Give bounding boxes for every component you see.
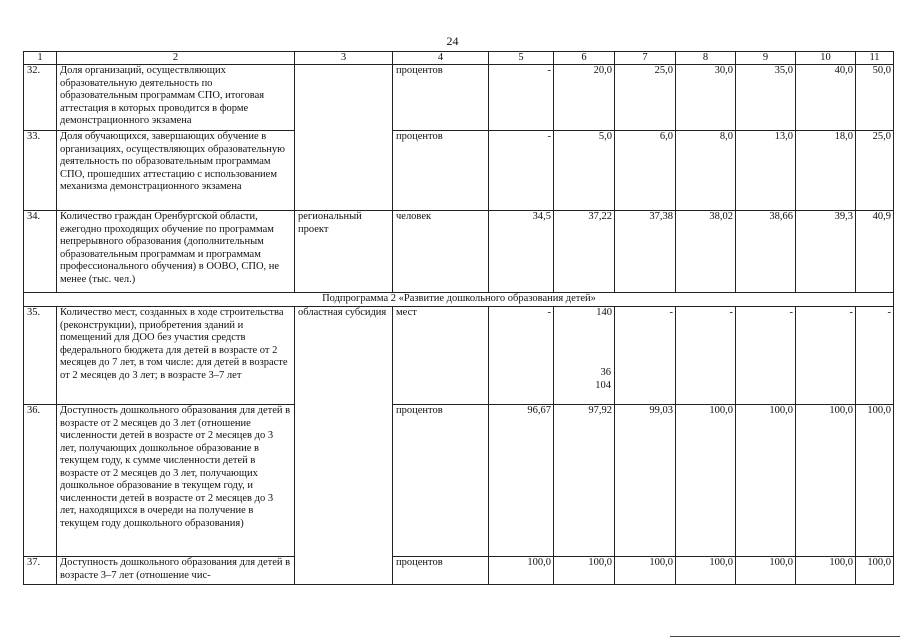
value-cell: 100,0 (796, 405, 856, 557)
value-cell: 13,0 (736, 131, 796, 211)
value-cell: 100,0 (856, 557, 894, 585)
header-cell: 11 (856, 52, 894, 65)
value-cell: 96,67 (489, 405, 554, 557)
value-cell: 97,92 (554, 405, 615, 557)
value-cell: 20,0 (554, 65, 615, 131)
value-cell: 34,5 (489, 211, 554, 293)
value-cell: 35,0 (736, 65, 796, 131)
indicator-text: Доступность дошкольного образования для детей в возрасте от 2 месяцев до 3 лет (отношение численности детей в возрасте от 2 месяцев до 3 лет, получающих дошкольное образование в текущем году, к сумме численности детей в возрасте от 2 месяцев до 3 лет, получающих дошкольное образование в текущем году, и численности детей в возрасте от 2 месяцев до 3 лет, находящихся в очереди на получение в текущем году дошкольного образования) (57, 405, 295, 557)
value-sub-1: 36 (600, 367, 611, 378)
table-row (24, 307, 894, 405)
value-cell: 6,0 (615, 131, 676, 211)
indicator-text: Доля организаций, осуществляющих образовательную деятельность по образовательным программам СПО, итоговая аттестация в которых проводится в форме демонстрационного экзамена (57, 65, 295, 131)
value-cell: 40,9 (856, 211, 894, 293)
value-cell: 100,0 (856, 405, 894, 557)
value-cell: 37,38 (615, 211, 676, 293)
value-cell: 100,0 (554, 557, 615, 585)
table-row (24, 65, 894, 131)
value-cell: 40,0 (796, 65, 856, 131)
row-number: 33. (24, 131, 57, 211)
value-cell: 8,0 (676, 131, 736, 211)
value-cell: 100,0 (676, 405, 736, 557)
subprogram-row (24, 293, 894, 307)
value-cell: - (796, 307, 856, 405)
table-row (24, 557, 894, 585)
value-cell: 30,0 (676, 65, 736, 131)
unit-cell: процентов (393, 405, 489, 557)
indicator-text: Доступность дошкольного образования для детей в возрасте 3–7 лет (отношение чис- (57, 557, 295, 585)
value-cell: 37,22 (554, 211, 615, 293)
indicators-table (23, 51, 894, 585)
indicator-text: Доля обучающихся, завершающих обучение в организациях, осуществляющих образовательную деятельность по образовательным программам СПО, прошедших аттестацию с использованием механизма демонстрационного экзамена (57, 131, 295, 211)
value-cell: 99,03 (615, 405, 676, 557)
value-cell: 100,0 (676, 557, 736, 585)
header-cell: 6 (554, 52, 615, 65)
value-cell: 5,0 (554, 131, 615, 211)
header-row (24, 52, 894, 65)
value-cell: 25,0 (615, 65, 676, 131)
header-cell: 2 (57, 52, 295, 65)
bottom-rule (670, 636, 900, 637)
header-cell: 5 (489, 52, 554, 65)
value-cell: - (856, 307, 894, 405)
value-cell: - (615, 307, 676, 405)
header-cell: 1 (24, 52, 57, 65)
header-cell: 10 (796, 52, 856, 65)
header-cell: 4 (393, 52, 489, 65)
table-row (24, 405, 894, 557)
header-cell: 9 (736, 52, 796, 65)
value-cell: - (489, 131, 554, 211)
page-number: 24 (446, 34, 459, 48)
value-cell: - (489, 65, 554, 131)
value-cell: - (676, 307, 736, 405)
value-sub-2: 104 (595, 380, 611, 391)
value-cell: - (489, 307, 554, 405)
row-number: 36. (24, 405, 57, 557)
value-cell: 25,0 (856, 131, 894, 211)
unit-cell: процентов (393, 131, 489, 211)
value-cell: 100,0 (736, 557, 796, 585)
value-cell: 100,0 (489, 557, 554, 585)
value-cell: 100,0 (736, 405, 796, 557)
indicator-text: Количество мест, созданных в ходе строительства (реконструкции), приобретения зданий и помещений для ДОО без участия средств федерального бюджета для детей в возрасте от 2 месяцев до 7 лет, в том числе: для детей в возрасте от 2 месяцев до 3 лет; в возрасте 3–7 лет (57, 307, 295, 405)
source-cell: областная субсидия (295, 307, 393, 585)
subprogram-title: Подпрограмма 2 «Развитие дошкольного образования детей» (24, 293, 894, 307)
value-cell (554, 307, 615, 405)
table-row (24, 131, 894, 211)
value-cell: 100,0 (615, 557, 676, 585)
row-number: 34. (24, 211, 57, 293)
indicator-text: Количество граждан Оренбургской области, ежегодно проходящих обучение по программам непрерывного образования (дополнительным образовательным программам и программам профессионального обучения) в ООВО, СПО, не менее (тыс. чел.) (57, 211, 295, 293)
unit-cell: процентов (393, 557, 489, 585)
value-cell: 100,0 (796, 557, 856, 585)
source-cell: региональный проект (295, 211, 393, 293)
value-total: 140 (596, 307, 612, 318)
header-cell: 7 (615, 52, 676, 65)
value-cell: 18,0 (796, 131, 856, 211)
table-row (24, 211, 894, 293)
header-cell: 8 (676, 52, 736, 65)
value-cell: 38,66 (736, 211, 796, 293)
unit-cell: процентов (393, 65, 489, 131)
value-cell: 39,3 (796, 211, 856, 293)
unit-cell: мест (393, 307, 489, 405)
value-cell: - (736, 307, 796, 405)
value-cell: 50,0 (856, 65, 894, 131)
source-cell (295, 65, 393, 211)
header-cell: 3 (295, 52, 393, 65)
value-cell: 38,02 (676, 211, 736, 293)
row-number: 32. (24, 65, 57, 131)
row-number: 35. (24, 307, 57, 405)
unit-cell: человек (393, 211, 489, 293)
row-number: 37. (24, 557, 57, 585)
